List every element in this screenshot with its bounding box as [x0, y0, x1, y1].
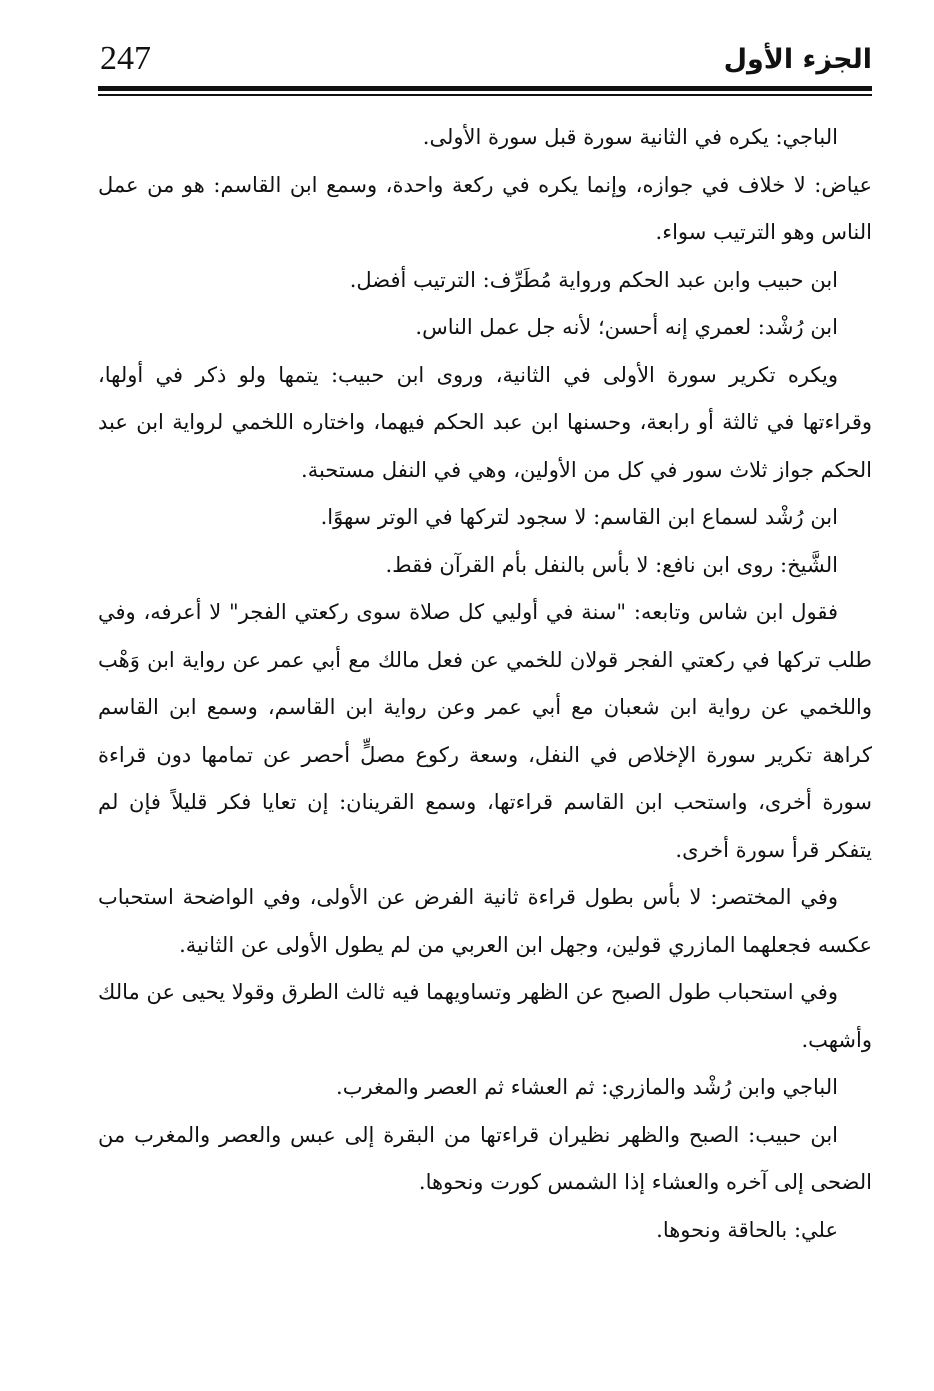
- paragraph: الشَّيخ: روى ابن نافع: لا بأس بالنفل بأم القرآن فقط.: [385, 552, 838, 577]
- paragraph: ابن حبيب: الصبح والظهر نظيران قراءتها من البقرة إلى عبس والعصر والمغرب من الضحى إلى آخره والعشاء إذا الشمس كورت ونحوها.: [98, 1122, 872, 1194]
- paragraph: فقول ابن شاس وتابعه: "سنة في أوليي كل صلاة سوى ركعتي الفجر" لا أعرفه، وفي طلب تركها في ركعتي الفجر قولان للخمي عن فعل مالك مع أبي عمر عن رواية ابن وَهْب واللخمي عن رواية ابن شعبان مع أبي عمر وعن رواية ابن القاسم، وسمع ابن القاسم كراهة تكرير سورة الإخلاص في النفل، وسعة ركوع مصلٍّ أحصر عن تمامها دون قراءة سورة أخرى، واستحب ابن القاسم قراءتها، وسمع القرينان: إن تعايا فكر قليلاً فإن لم يتفكر قرأ سورة أخرى.: [98, 600, 872, 862]
- header-rule-thin: [98, 94, 872, 96]
- paragraph: علي: بالحاقة ونحوها.: [656, 1217, 838, 1242]
- body-text: [98, 114, 872, 1254]
- paragraph: الباجي وابن رُشْد والمازري: ثم العشاء ثم العصر والمغرب.: [336, 1075, 838, 1099]
- page-number: 247: [100, 40, 151, 77]
- running-title: الجزء الأول: [723, 44, 872, 75]
- paragraph: وفي استحباب طول الصبح عن الظهر وتساويهما فيه ثالث الطرق وقولا يحيى عن مالك وأشهب.: [98, 980, 872, 1052]
- paragraph: عياض: لا خلاف في جوازه، وإنما يكره في ركعة واحدة، وسمع ابن القاسم: هو من عمل الناس وهو الترتيب سواء.: [98, 172, 872, 244]
- paragraph: وفي المختصر: لا بأس بطول قراءة ثانية الفرض عن الأولى، وفي الواضحة استحباب عكسه فجعلهما المازري قولين، وجهل ابن العربي من لم يطول الأولى عن الثانية.: [98, 885, 872, 957]
- paragraph: ويكره تكرير سورة الأولى في الثانية، وروى ابن حبيب: يتمها ولو ذكر في أولها، وقراءتها في ثالثة أو رابعة، وحسنها ابن عبد الحكم فيهما، واختاره اللخمي لرواية ابن عبد الحكم جواز ثلاث سور في كل من الأولين، وهي في النفل مستحبة.: [98, 362, 872, 482]
- header-rule-thick: [98, 86, 872, 91]
- paragraph: ابن رُشْد: لعمري إنه أحسن؛ لأنه جل عمل الناس.: [415, 315, 838, 339]
- paragraph: ابن حبيب وابن عبد الحكم ورواية مُطَرِّف: الترتيب أفضل.: [349, 267, 838, 292]
- paragraph: ابن رُشْد لسماع ابن القاسم: لا سجود لتركها في الوتر سهوًا.: [320, 505, 838, 529]
- paragraph: الباجي: يكره في الثانية سورة قبل سورة الأولى.: [422, 125, 838, 149]
